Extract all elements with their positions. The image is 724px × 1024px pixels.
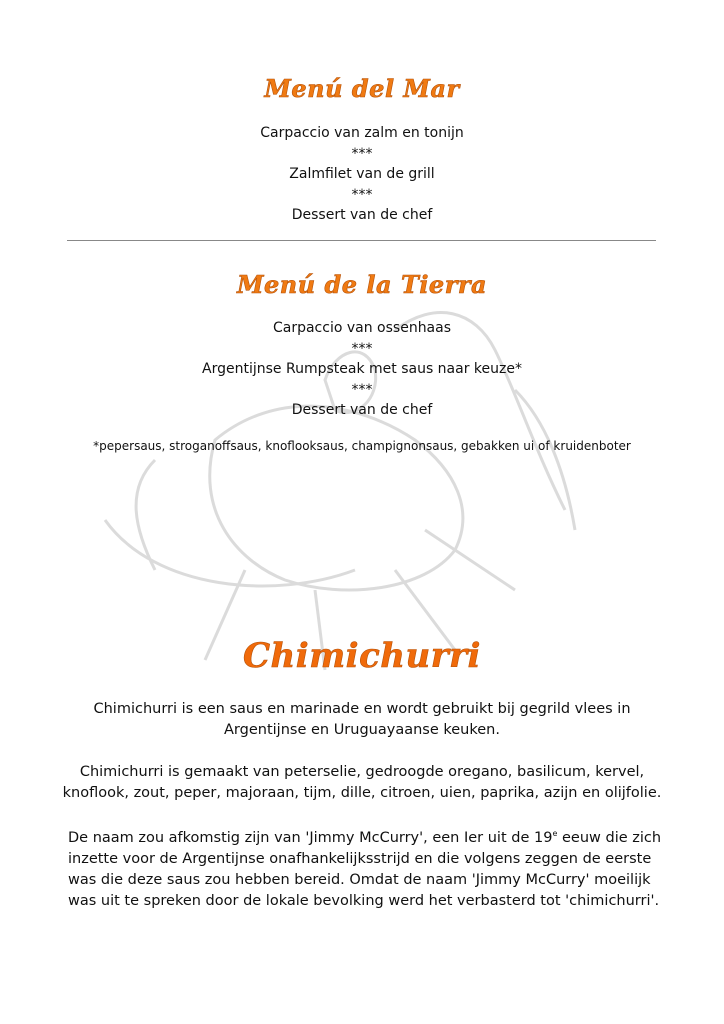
text: De naam zou afkomstig zijn van 'Jimmy McCurry', een Ier uit de 19 (68, 829, 553, 846)
course: Zalmfilet van de grill (289, 166, 435, 182)
menu-de-la-tierra-courses (0, 318, 724, 421)
separator: *** (351, 340, 373, 357)
menu-de-la-tierra-title: Menú de la Tierra (236, 270, 488, 299)
sauce-footnote: *pepersaus, stroganoffsaus, knoflooksaus, champignonsaus, gebakken ui of kruidenboter (93, 439, 631, 453)
text: eeuw die zich inzette voor de Argentijnse onafhankelijksstrijd en die volgens zeggen de eerste was die deze saus zou hebben bereid. Omdat de naam 'Jimmy McCurry' moeilijk was uit te spreken door de lokale bevolking werd het verbasterd tot 'chimichurri'. (68, 829, 662, 909)
chimichurri-paragraph-1: Chimichurri is een saus en marinade en wordt gebruikt bij gegrild vlees in Argentijnse en Uruguayaanse keuken. (93, 701, 631, 738)
course: Carpaccio van zalm en tonijn (260, 125, 464, 141)
menu-del-mar-title: Menú del Mar (264, 74, 460, 103)
divider (67, 240, 656, 241)
chimichurri-paragraph-2: Chimichurri is gemaakt van peterselie, gedroogde oregano, basilicum, kervel, knoflook, zout, peper, majoraan, tijm, dille, citroen, uien, paprika, azijn en olijfolie. (62, 764, 662, 801)
separator: *** (351, 186, 373, 203)
course: Carpaccio van ossenhaas (272, 320, 452, 336)
separator: *** (351, 381, 373, 398)
course: Dessert van de chef (291, 402, 433, 418)
separator: *** (351, 145, 373, 162)
course: Dessert van de chef (291, 207, 433, 223)
superscript: e (552, 829, 558, 838)
chimichurri-title: Chimichurri (243, 636, 481, 676)
menu-del-mar-courses (0, 123, 724, 226)
chimichurri-paragraph-3 (68, 823, 668, 912)
course: Argentijnse Rumpsteak met saus naar keuze* (202, 361, 522, 377)
